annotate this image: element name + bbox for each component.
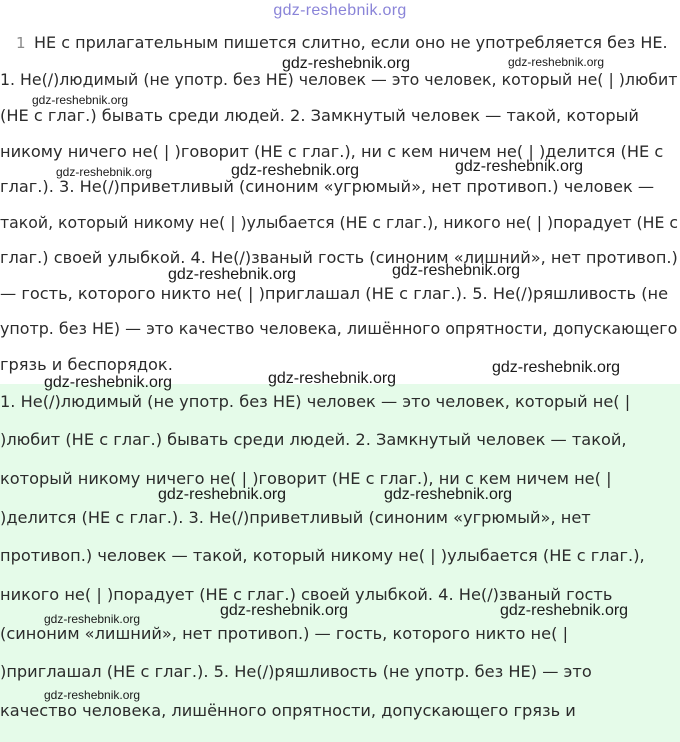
watermark: gdz-reshebnik.org <box>455 158 584 175</box>
text-line: противоп.) человек — такой, который никому не( | )улыбается (НЕ с глаг.), <box>0 546 645 565</box>
watermark: gdz-reshebnik.org <box>282 55 411 72</box>
watermark: gdz-reshebnik.org <box>231 162 360 179</box>
watermark: gdz-reshebnik.org <box>44 688 141 702</box>
watermark: gdz-reshebnik.org <box>220 602 349 619</box>
site-header-link[interactable]: gdz-reshebnik.org <box>273 2 407 19</box>
watermark: gdz-reshebnik.org <box>158 486 287 503</box>
watermark: gdz-reshebnik.org <box>44 374 173 391</box>
watermark: gdz-reshebnik.org <box>168 266 297 283</box>
text-line: никого не( | )порадует (НЕ с глаг.) своей улыбкой. 4. Не(/)званый гость <box>0 585 613 604</box>
rule-number: 1 <box>16 34 26 52</box>
watermark: gdz-reshebnik.org <box>500 602 629 619</box>
watermark: gdz-reshebnik.org <box>384 486 513 503</box>
text-line: употр. без НЕ) — это качество человека, лишённого опрятности, допускающего <box>0 319 678 338</box>
text-line: никому ничего не( | )говорит (НЕ с глаг.), ни с кем ничем не( | )делится (НЕ с <box>0 142 664 161</box>
watermark: gdz-reshebnik.org <box>268 370 397 387</box>
text-line: качество человека, лишённого опрятности, допускающего грязь и <box>0 701 576 720</box>
text-line: )делится (НЕ с глаг.). 3. Не(/)приветливый (синоним «угрюмый», нет <box>0 508 591 527</box>
watermark: gdz-reshebnik.org <box>508 55 605 69</box>
watermark: gdz-reshebnik.org <box>492 359 621 376</box>
text-line: такой, который никому не( | )улыбается (НЕ с глаг.), никого не( | )порадует (НЕ с <box>0 213 679 232</box>
watermark: gdz-reshebnik.org <box>56 165 153 179</box>
text-line: 1. Не(/)людимый (не употр. без НЕ) человек — это человек, который не( | <box>0 392 631 411</box>
watermark: gdz-reshebnik.org <box>32 93 129 107</box>
answer-block-original <box>0 62 680 384</box>
watermark: gdz-reshebnik.org <box>392 262 521 279</box>
text-line: (синоним «лишний», нет противоп.) — гость, которого никто не( | <box>0 624 569 643</box>
rule-statement: НЕ с прилагательным пишется слитно, если оно не употребляется без НЕ. <box>34 33 668 52</box>
text-line: — гость, которого никто не( | )приглашал (НЕ с глаг.). 5. Не(/)ряшливость (не <box>0 284 669 303</box>
text-line: глаг.) своей улыбкой. 4. Не(/)званый гость (синоним «лишний», нет противоп.) <box>0 248 678 267</box>
text-line: (НЕ с глаг.) бывать среди людей. 2. Замкнутый человек — такой, который <box>0 106 639 125</box>
text-line: )приглашал (НЕ с глаг.). 5. Не(/)ряшливость (не употр. без НЕ) — это <box>0 662 592 681</box>
text-line: 1. Не(/)людимый (не употр. без НЕ) человек — это человек, который не( | )любит <box>0 70 678 89</box>
text-line: глаг.). 3. Не(/)приветливый (синоним «угрюмый», нет противоп.) человек — <box>0 177 655 196</box>
text-line: который никому ничего не( | )говорит (НЕ с глаг.), ни с кем ничем не( | <box>0 469 612 488</box>
text-line: )любит (НЕ с глаг.) бывать среди людей. 2. Замкнутый человек — такой, <box>0 430 627 449</box>
watermark: gdz-reshebnik.org <box>44 612 141 626</box>
text-line: грязь и беспорядок. <box>0 355 173 374</box>
